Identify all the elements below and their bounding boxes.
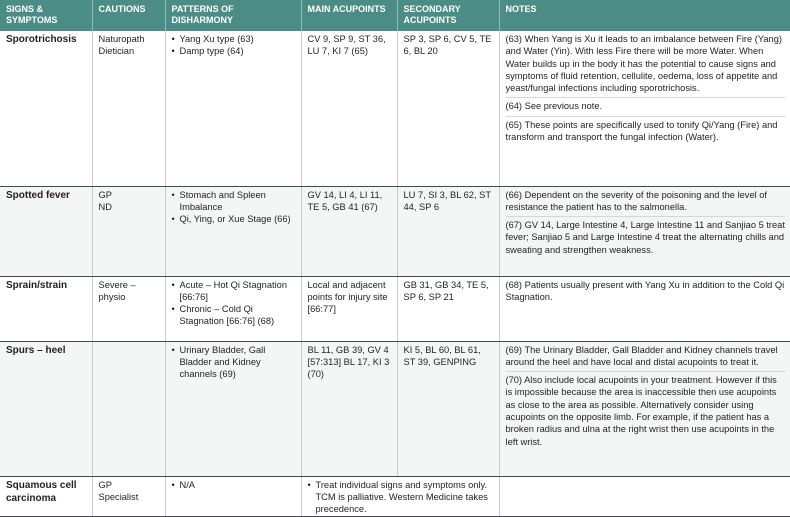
header-patterns: PATTERNS OF DISHARMONY — [165, 0, 301, 31]
treatment-list — [308, 479, 494, 516]
pattern-item: • Chronic – Cold Qi Stagnation [66:76] (68) — [172, 303, 296, 328]
notes-cell — [499, 341, 790, 476]
main-acupoints-cell: GV 14, LI 4, LI 11, TE 5, GB 41 (67) — [301, 186, 397, 276]
header-secondary-acupoints: SECONDARY ACUPOINTS — [397, 0, 499, 31]
condition-cell: Sporotrichosis — [0, 31, 92, 186]
main-acupoints-cell: BL 11, GB 39, GV 4 [57:313] BL 17, KI 3 (70) — [301, 341, 397, 476]
header-main-acupoints: MAIN ACUPOINTS — [301, 0, 397, 31]
header-signs-symptoms: SIGNS & SYMPTOMS — [0, 0, 92, 31]
header-notes: NOTES — [499, 0, 790, 31]
secondary-acupoints-cell: LU 7, SI 3, BL 62, ST 44, SP 6 — [397, 186, 499, 276]
main-acupoints-cell: CV 9, SP 9, ST 36, LU 7, KI 7 (65) — [301, 31, 397, 186]
patterns-cell — [165, 476, 301, 517]
caution-item: Specialist — [98, 491, 139, 502]
note-paragraph: (64) See previous note. — [506, 97, 786, 112]
cautions-cell — [92, 476, 165, 517]
pattern-item: • Acute – Hot Qi Stagnation [66:76] — [172, 279, 296, 304]
patterns-cell — [165, 341, 301, 476]
note-paragraph: (68) Patients usually present with Yang Xu in addition to the Cold Qi Stagnation. — [505, 279, 785, 302]
table-row — [0, 31, 790, 186]
caution-item: GP — [98, 189, 112, 200]
table-row — [0, 476, 790, 517]
note-paragraph: (67) GV 14, Large Intestine 4, Large Intestine 11 and Sanjiao 5 treat fever; Sanjiao 5 and Large Intestine 4 treat the alternating chills and sweating and strengthen weakness. — [506, 216, 786, 256]
notes-cell — [499, 186, 790, 276]
table-row — [0, 186, 790, 276]
treatment-item: • Treat individual signs and symptoms only. TCM is palliative. Western Medicine takes precedence. — [308, 479, 494, 516]
header-row — [0, 0, 790, 31]
patterns-list — [172, 279, 296, 328]
patterns-cell — [165, 31, 301, 186]
main-acupoints-cell — [301, 476, 499, 517]
cautions-cell — [92, 31, 165, 186]
notes-cell — [499, 276, 790, 341]
condition-cell: Squamous cell carcinoma — [0, 476, 92, 517]
secondary-acupoints-cell: GB 31, GB 34, TE 5, SP 6, SP 21 — [397, 276, 499, 341]
header-cautions: CAUTIONS — [92, 0, 165, 31]
caution-item: Dietician — [98, 46, 135, 57]
cautions-cell — [92, 341, 165, 476]
note-paragraph: (69) The Urinary Bladder, Gall Bladder and Kidney channels travel around the heel and have local and distal acupoints to treat it. — [505, 344, 778, 367]
pattern-item: • N/A — [172, 479, 296, 491]
condition-cell: Sprain/strain — [0, 276, 92, 341]
pattern-item: • Urinary Bladder, Gall Bladder and Kidney channels (69) — [172, 344, 296, 381]
note-paragraph: (70) Also include local acupoints in your treatment. However if this is impossible because the area is inaccessible then use acupoints as close to the area as possible. Alternatively consider using acupoints on the opposite limb. For example, if the patient has a broken radius and ulna at the right wrist then use acupoints in the left wrist. — [506, 371, 786, 448]
cautions-cell — [92, 276, 165, 341]
patterns-list — [172, 189, 296, 226]
secondary-acupoints-cell: SP 3, SP 6, CV 5, TE 6, BL 20 — [397, 31, 499, 186]
secondary-acupoints-cell: KI 5, BL 60, BL 61, ST 39, GENPING — [397, 341, 499, 476]
caution-item: ND — [98, 201, 112, 212]
cautions-cell — [92, 186, 165, 276]
caution-item: GP — [98, 479, 112, 490]
note-paragraph: (65) These points are specifically used to tonify Qi/Yang (Fire) and transform and transport the fungal infection (Water). — [506, 116, 786, 144]
condition-cell: Spurs – heel — [0, 341, 92, 476]
caution-item: Naturopath — [98, 34, 145, 44]
caution-item: Severe – physio — [98, 279, 136, 302]
patterns-cell — [165, 186, 301, 276]
note-paragraph: (66) Dependent on the severity of the poisoning and the level of resistance the patient has to the salmonella. — [505, 189, 768, 212]
patterns-cell — [165, 276, 301, 341]
notes-cell — [499, 31, 790, 186]
patterns-list — [172, 33, 296, 58]
patterns-list — [172, 344, 296, 381]
pattern-item: • Yang Xu type (63) — [172, 33, 296, 45]
table-row — [0, 341, 790, 476]
note-paragraph: (63) When Yang is Xu it leads to an imbalance between Fire (Yang) and Water (Yin). With less Fire there will be more Water. When Water builds up in the body it has the potential to cause signs and symptoms of fluid retention, cellulite, oedema, loss of appetite and yeast/fungal infections including sporotrichosis. — [505, 34, 782, 94]
pattern-item: • Stomach and Spleen Imbalance — [172, 189, 296, 214]
main-acupoints-cell: Local and adjacent points for injury site [66:77] — [301, 276, 397, 341]
pattern-item: • Qi, Ying, or Xue Stage (66) — [172, 213, 296, 225]
pattern-item: • Damp type (64) — [172, 45, 296, 57]
notes-cell — [499, 476, 790, 517]
table-row — [0, 276, 790, 341]
condition-cell: Spotted fever — [0, 186, 92, 276]
